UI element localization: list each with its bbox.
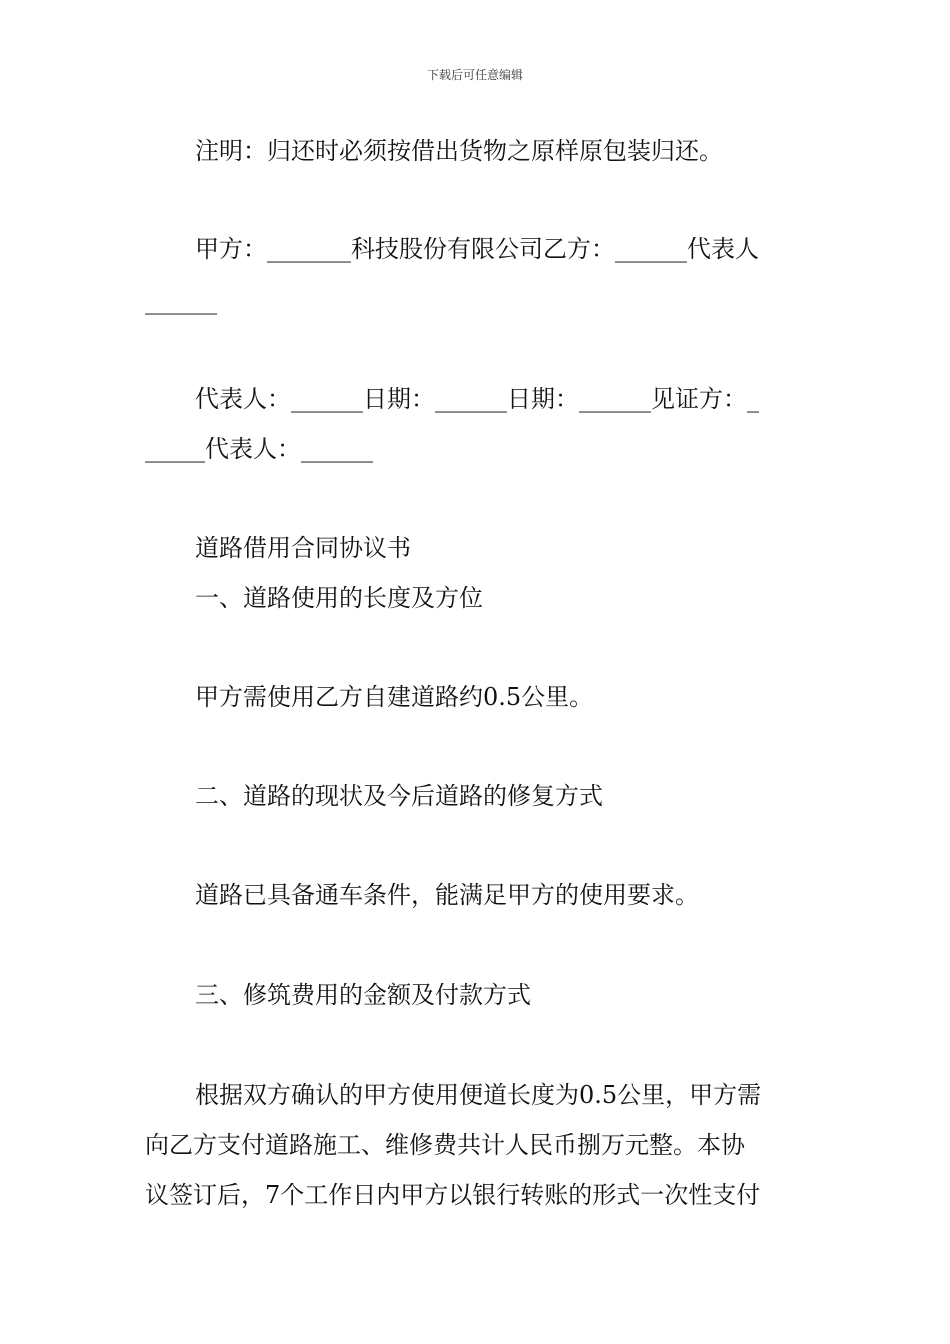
section-3-body-line-1: 根据双方确认的甲方使用便道长度为0.5公里，甲方需 — [195, 1081, 762, 1109]
section-3-body-line-2: 向乙方支付道路施工、维修费共计人民币捌万元整。本协 — [145, 1131, 745, 1159]
contract-title: 道路借用合同协议书 — [195, 534, 411, 562]
section-3-heading: 三、修筑费用的金额及付款方式 — [195, 981, 531, 1009]
section-2-heading: 二、道路的现状及今后道路的修复方式 — [195, 782, 603, 810]
page-header-note: 下载后可任意编辑 — [426, 68, 523, 82]
section-3-body-line-3: 议签订后，7个工作日内甲方以银行转账的形式一次性支付 — [145, 1181, 761, 1209]
note-line: 注明：归还时必须按借出货物之原样原包装归还。 — [195, 137, 723, 165]
representative-date-line: 代表人：______日期：______日期：______见证方：_ — [195, 385, 759, 413]
party-a-line: 甲方：_______科技股份有限公司乙方：______代表人 — [195, 235, 759, 263]
section-1-body: 甲方需使用乙方自建道路约0.5公里。 — [195, 683, 594, 711]
section-1-heading: 一、道路使用的长度及方位 — [195, 584, 483, 612]
witness-representative-line: _____代表人：______ — [145, 435, 373, 463]
party-a-line-continued: ______ — [145, 287, 217, 315]
section-2-body: 道路已具备通车条件，能满足甲方的使用要求。 — [195, 881, 699, 909]
